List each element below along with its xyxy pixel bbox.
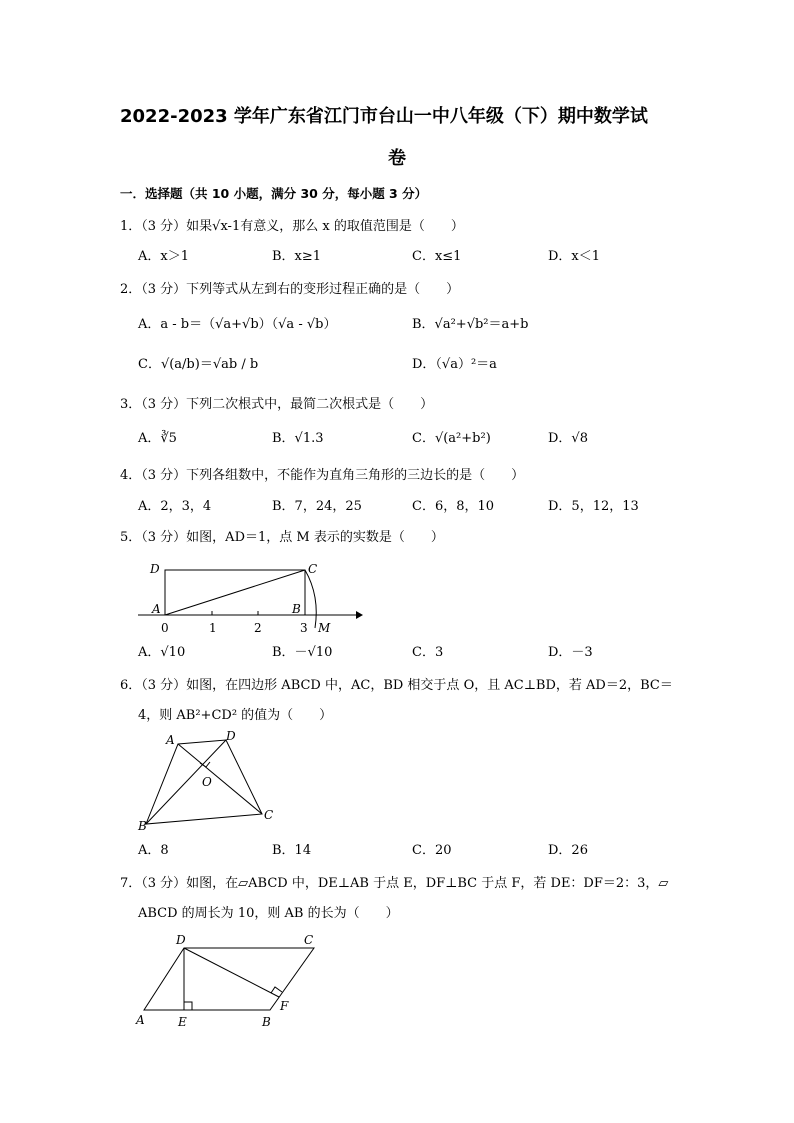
question-3-stem: 3．（3 分）下列二次根式中，最简二次根式是（ ） <box>120 397 434 412</box>
question-6-stem: 6．（3 分）如图，在四边形 ABCD 中，AC，BD 相交于点 O，且 AC⊥BD，若 AD＝2，BC＝ <box>120 678 673 693</box>
q2-option-a: A．a - b＝（√a+√b）（√a - √b） <box>138 317 337 332</box>
q7-right-angle-f <box>271 987 282 993</box>
question-1-stem: 1．（3 分）如果√x-1有意义，那么 x 的取值范围是（ ） <box>120 219 464 234</box>
q5-arrow <box>356 611 363 619</box>
question-7-stem-cont: ABCD 的周长为 10，则 AB 的长为（ ） <box>138 906 399 921</box>
q7-label-e: E <box>178 1015 187 1029</box>
q1-option-b: B．x≥1 <box>272 249 322 264</box>
q5-label-d: D <box>150 562 160 576</box>
q5-label-a: A <box>152 602 161 616</box>
q1-option-c: C．x≤1 <box>412 249 462 264</box>
q6-label-a: A <box>166 733 175 747</box>
q3-option-c: C．√(a²+b²) <box>412 431 491 446</box>
q5-option-d: D．－3 <box>548 645 593 660</box>
q7-right-angle-e <box>184 1002 192 1010</box>
q5-figure <box>130 556 370 638</box>
q7-label-d: D <box>176 933 186 947</box>
q5-tick-label-2: 2 <box>254 621 262 635</box>
q2-option-c: C．√(a/b)＝√ab / b <box>138 357 259 372</box>
q3-option-a: A．∛5 <box>138 431 177 446</box>
q6-label-b: B <box>138 819 147 833</box>
q6-label-c: C <box>264 808 274 822</box>
q7-figure <box>130 930 330 1030</box>
q7-label-b: B <box>262 1015 271 1029</box>
q6-figure <box>130 728 290 838</box>
q5-arc <box>305 570 316 628</box>
q5-tick-label-1: 1 <box>209 621 217 635</box>
q3-option-b: B．√1.3 <box>272 431 324 446</box>
q5-option-c: C．3 <box>412 645 444 660</box>
q2-option-d: D．（√a）²＝a <box>412 357 497 372</box>
page-title-cont: 卷 <box>388 148 406 169</box>
question-5-stem: 5．（3 分）如图，AD＝1，点 M 表示的实数是（ ） <box>120 530 444 545</box>
question-4-stem: 4．（3 分）下列各组数中，不能作为直角三角形的三边长的是（ ） <box>120 468 525 483</box>
q6-diagonal-bd <box>146 740 226 824</box>
q6-option-d: D．26 <box>548 843 588 858</box>
q4-option-a: A．2，3，4 <box>138 499 212 514</box>
q5-label-b: B <box>292 602 301 616</box>
question-6-stem-cont: 4，则 AB²+CD² 的值为（ ） <box>138 708 333 723</box>
q6-label-d: D <box>226 729 236 743</box>
q1-option-d: D．x＜1 <box>548 249 601 264</box>
q5-option-a: A．√10 <box>138 645 186 660</box>
question-7-stem: 7．（3 分）如图，在▱ABCD 中，DE⊥AB 于点 E，DF⊥BC 于点 F，若 DE：DF＝2：3，▱ <box>120 876 669 891</box>
q7-segment-df <box>184 948 279 997</box>
q5-diagonal <box>165 570 305 615</box>
q3-option-d: D．√8 <box>548 431 588 446</box>
q7-parallelogram <box>144 948 314 1010</box>
page-title: 2022-2023 学年广东省江门市台山一中八年级（下）期中数学试 <box>120 106 648 127</box>
q4-option-d: D．5，12，13 <box>548 499 639 514</box>
q7-label-f: F <box>280 999 289 1013</box>
q5-option-b: B．－√10 <box>272 645 333 660</box>
section-heading: 一．选择题（共 10 小题，满分 30 分，每小题 3 分） <box>120 186 428 201</box>
q6-diagonal-ac <box>178 744 262 814</box>
q6-option-b: B．14 <box>272 843 312 858</box>
q5-tick-label-3: 3 <box>300 621 308 635</box>
q4-option-c: C．6，8，10 <box>412 499 495 514</box>
q6-label-o: O <box>202 775 212 789</box>
q5-label-m: M <box>318 621 331 635</box>
q5-label-c: C <box>308 562 318 576</box>
q1-option-a: A．x＞1 <box>138 249 189 264</box>
q7-label-a: A <box>136 1013 145 1027</box>
q6-option-a: A．8 <box>138 843 169 858</box>
q5-tick-label-0: 0 <box>161 621 169 635</box>
q7-label-c: C <box>304 933 314 947</box>
question-2-stem: 2．（3 分）下列等式从左到右的变形过程正确的是（ ） <box>120 282 460 297</box>
q6-option-c: C．20 <box>412 843 452 858</box>
q2-option-b: B．√a²+√b²＝a+b <box>412 317 529 332</box>
q4-option-b: B．7，24，25 <box>272 499 362 514</box>
